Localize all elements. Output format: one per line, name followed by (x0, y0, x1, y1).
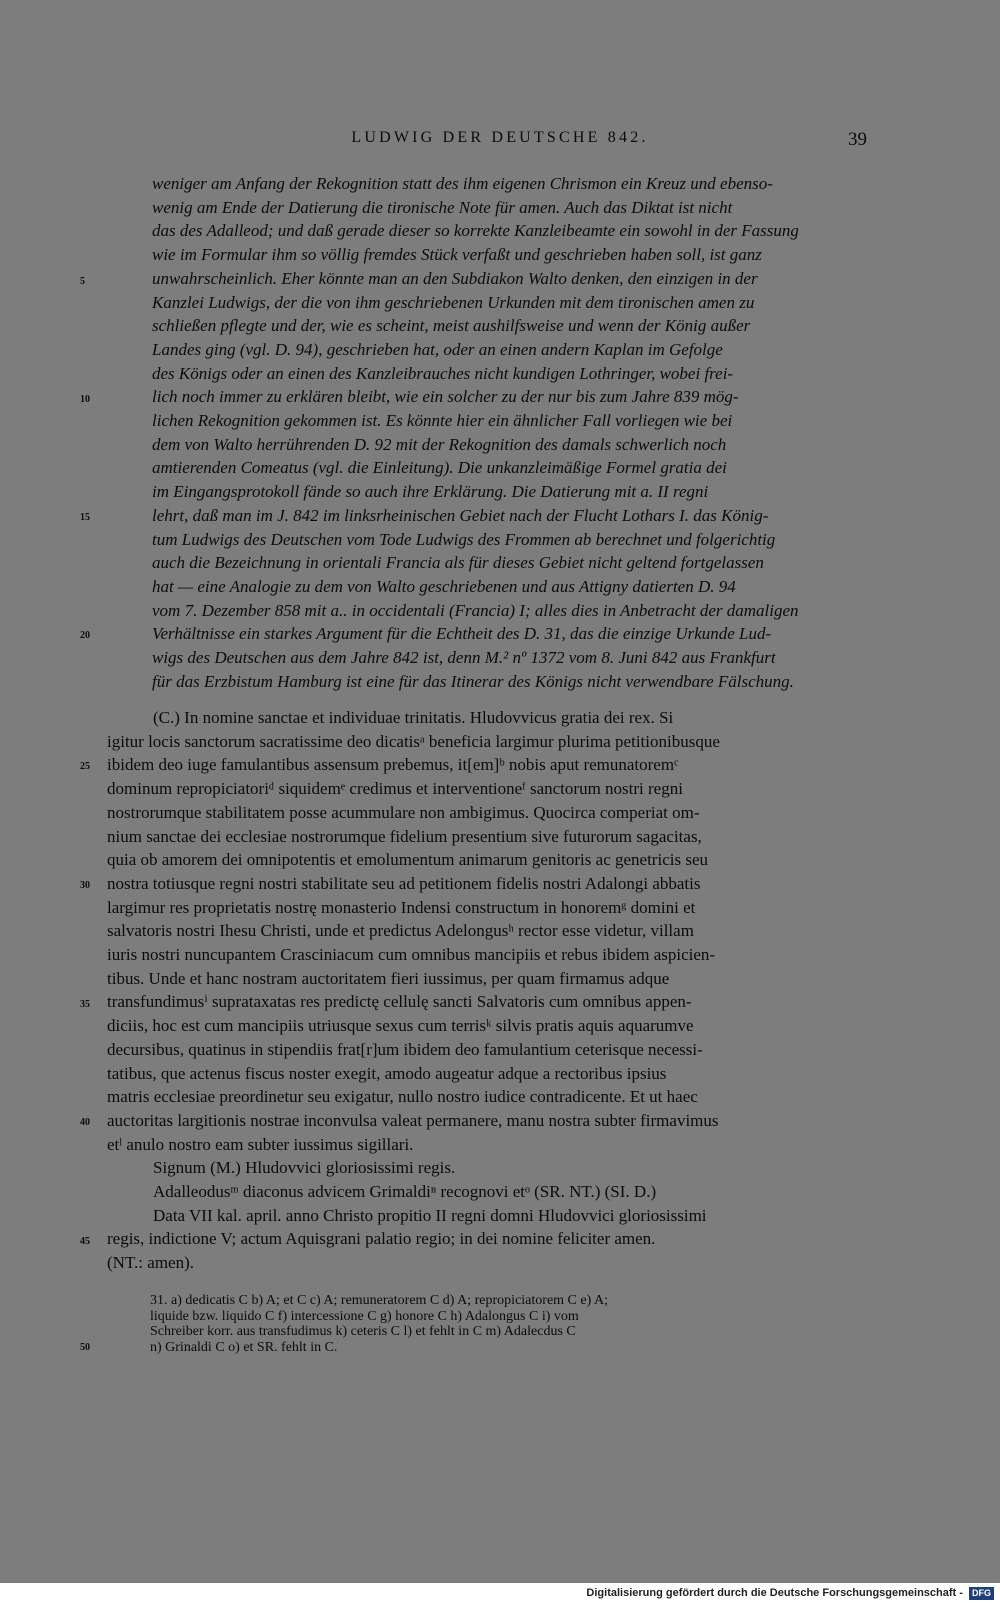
footnote-line: Schreiber korr. aus transfudimus k) ceteris C l) et fehlt in C m) Adalecdus C (150, 1324, 576, 1339)
charter-line: tatibus, que actenus fiscus noster exegit, amodo augeatur adque a rectoribus ipsius (107, 1063, 667, 1083)
margin-line-number: 10 (80, 394, 90, 405)
signum-line: Signum (M.) Hludovvici gloriosissimi regis. (153, 1158, 456, 1178)
editorial-commentary (152, 172, 872, 693)
commentary-line: weniger am Anfang der Rekognition statt des ihm eigenen Chrismon ein Kreuz und ebenso- (152, 174, 773, 193)
charter-line: dominum repropiciatoriᵈ siquidemᵉ credimus et interventioneᶠ sanctorum nostri regni (107, 779, 683, 799)
footnote-line: n) Grinaldi C o) et SR. fehlt in C. (150, 1339, 338, 1355)
margin-line-number: 20 (80, 630, 90, 641)
footnote-line: liquide bzw. liquido C f) intercessione C g) honore C h) Adalongus C i) vom (150, 1308, 579, 1324)
dating-line: (NT.: amen). (107, 1253, 195, 1273)
charter-line: ibidem deo iuge famulantibus assensum prebemus, it[em]ᵇ nobis aput remunatoremᶜ (107, 755, 679, 775)
commentary-line: tum Ludwigs des Deutschen vom Tode Ludwigs des Frommen ab berechnet und folgerichtig (152, 529, 776, 549)
running-title: LUDWIG DER DEUTSCHE 842. (351, 129, 649, 146)
footnotes (150, 1293, 874, 1355)
commentary-line: für das Erzbistum Hamburg ist eine für das Itinerar des Königs nicht verwendbare Fälschung. (152, 671, 794, 691)
commentary-line: vom 7. Dezember 858 mit a.. in occidentali (Francia) I; alles dies in Anbetracht der damaligen (152, 600, 799, 620)
margin-line-number: 30 (80, 880, 90, 891)
commentary-line: schließen pflegte und der, wie es scheint, meist aushilfsweise und wenn der König außer (152, 316, 751, 336)
charter-line: salvatoris nostri Ihesu Christi, unde et predictus Adelongusʰ rector esse videtur, villam (107, 921, 694, 941)
charter-line: nium sanctae dei ecclesiae nostrorumque fidelium presentium sive futurorum sagacitas, (107, 826, 702, 846)
margin-line-number: 35 (80, 999, 90, 1010)
charter-text (107, 706, 873, 1275)
margin-line-number: 25 (80, 761, 90, 772)
commentary-line: des Königs oder an einen des Kanzleibrauches nicht kundigen Lothringer, wobei frei- (152, 363, 734, 383)
dating-line: Data VII kal. april. anno Christo propitio II regni domni Hludovvici gloriosissimi (153, 1205, 707, 1225)
commentary-line: lich noch immer zu erklären bleibt, wie ein solcher zu der nur bis zum Jahre 839 mög- (152, 387, 739, 407)
commentary-line: wenig am Ende der Datierung die tironische Note für amen. Auch das Diktat ist nicht (152, 197, 733, 217)
margin-line-number: 15 (80, 512, 90, 523)
recognition-line: Adalleodusᵐ diaconus advicem Grimaldiⁿ recognovi etᵒ (SR. NT.) (SI. D.) (153, 1182, 657, 1202)
charter-line: auctoritas largitionis nostrae inconvulsa valeat permanere, manu nostra subter firmavimus (107, 1110, 719, 1130)
margin-line-number: 40 (80, 1117, 90, 1128)
margin-line-number: 45 (80, 1236, 90, 1247)
charter-line: diciis, hoc est cum mancipiis utriusque sexus cum terrisᵏ silvis pratis aquis aquarumve (107, 1016, 694, 1036)
dating-line: regis, indictione V; actum Aquisgrani palatio regio; in dei nomine feliciter amen. (107, 1229, 656, 1249)
commentary-line: wie im Formular ihm so völlig fremdes Stück verfaßt und geschrieben haben soll, ist ganz (152, 245, 762, 265)
commentary-line: unwahrscheinlich. Eher könnte man an den Subdiakon Walto denken, den einzigen in der (152, 268, 758, 288)
footnote-line: 31. a) dedicatis C b) A; et C c) A; remuneratorem C d) A; repropiciatorem C e) A; (150, 1293, 608, 1308)
footer-credit: Digitalisierung gefördert durch die Deutsche Forschungsgemeinschaft - (586, 1587, 963, 1599)
charter-line: etˡ anulo nostro eam subter iussimus sigillari. (107, 1134, 414, 1154)
charter-line: decursibus, quatinus in stipendiis frat[r]um ibidem deo famulantium ceterisque necessi- (107, 1039, 703, 1059)
dfg-logo: DFG (969, 1587, 994, 1600)
charter-line: quia ob amorem dei omnipotentis et emolumentum animarum genitoris ac genetricis seu (107, 850, 708, 870)
charter-line: nostrorumque stabilitatem posse acummulare non ambigimus. Quocirca comperiat om- (107, 802, 700, 822)
margin-line-number: 5 (80, 276, 85, 287)
charter-line: tibus. Unde et hanc nostram auctoritatem fieri iussimus, per quam firmamus adque (107, 968, 670, 988)
charter-line: transfundimusⁱ suprataxatas res predictę cellulę sancti Salvatoris cum omnibus appen- (107, 992, 692, 1012)
digitization-footer (0, 1583, 1000, 1603)
page-number: 39 (848, 129, 867, 150)
commentary-line: dem von Walto herrührenden D. 92 mit der Rekognition des damals schwerlich noch (152, 434, 727, 454)
charter-line: igitur locis sanctorum sacratissime deo dicatisᵃ beneficia largimur plurima petitionibusque (107, 731, 720, 751)
commentary-line: Landes ging (vgl. D. 94), geschrieben hat, oder an einen andern Kaplan im Gefolge (152, 339, 723, 359)
charter-line: largimur res proprietatis nostrę monasterio Indensi constructum in honoremᵍ domini et (107, 897, 696, 917)
charter-line: matris ecclesiae preordinetur seu exigatur, nullo nostro iudice contradicente. Et ut haec (107, 1087, 698, 1107)
commentary-line: lehrt, daß man im J. 842 im linksrheinischen Gebiet nach der Flucht Lothars I. das König- (152, 505, 769, 525)
charter-line: iuris nostri nuncupantem Crasciniacum cum omnibus mancipiis et rebus ibidem aspicien- (107, 945, 716, 965)
commentary-line: das des Adalleod; und daß gerade dieser so korrekte Kanzleibeamte ein sowohl in der Fassung (152, 221, 799, 241)
margin-line-number: 50 (80, 1342, 90, 1353)
commentary-line: lichen Rekognition gekommen ist. Es könnte hier ein ähnlicher Fall vorliegen wie bei (152, 411, 733, 431)
commentary-line: wigs des Deutschen aus dem Jahre 842 ist, denn M.² nº 1372 vom 8. Juni 842 aus Frankfurt (152, 648, 776, 668)
commentary-line: amtierenden Comeatus (vgl. die Einleitung). Die unkanzleimäßige Formel gratia dei (152, 458, 727, 478)
commentary-line: im Eingangsprotokoll fände so auch ihre Erklärung. Die Datierung mit a. II regni (152, 482, 709, 502)
commentary-line: Verhältnisse ein starkes Argument für die Echtheit des D. 31, das die einzige Urkunde Lud- (152, 624, 772, 644)
commentary-line: auch die Bezeichnung in orientali Francia als für dieses Gebiet nicht geltend fortgelassen (152, 553, 764, 573)
commentary-line: Kanzlei Ludwigs, der die von ihm geschriebenen Urkunden mit dem tironischen amen zu (152, 292, 755, 312)
commentary-line: hat — eine Analogie zu dem von Walto geschriebenen und aus Attigny datierten D. 94 (152, 576, 736, 596)
charter-line: (C.) In nomine sanctae et individuae trinitatis. Hludovvicus gratia dei rex. Si (153, 708, 674, 727)
charter-line: nostra totiusque regni nostri stabilitate seu ad petitionem fidelis nostri Adalongi abbatis (107, 873, 701, 893)
